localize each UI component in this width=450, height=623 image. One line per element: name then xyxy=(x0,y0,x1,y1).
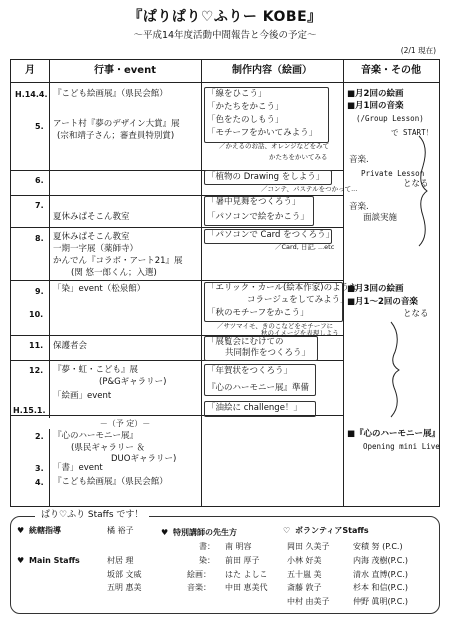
content-note: かたちをかいてみる xyxy=(269,153,328,161)
month-label: 10. xyxy=(29,310,44,319)
brace-mark xyxy=(387,322,407,417)
music-item: となる xyxy=(403,309,429,319)
content-note: ／かえるのお話、オレンジなどをみて xyxy=(219,142,330,150)
content-box xyxy=(204,170,332,185)
content-item: 「秋のモチーフをかこう」 xyxy=(207,308,309,318)
music-item: Opening mini Live xyxy=(363,442,440,451)
event-item: 保護者会 xyxy=(53,341,88,351)
volunteer-name: 五十嵐 美 xyxy=(287,570,322,579)
event-item: (関 悠一郎くん；入選) xyxy=(71,268,157,278)
content-item: 共同制作をつくろう」 xyxy=(225,348,311,358)
special-name: 前田 厚子 xyxy=(225,556,260,565)
event-item: 『心のハーモニー展』 xyxy=(53,431,139,441)
divider xyxy=(201,60,202,506)
event-item: 「絵画」event xyxy=(53,391,112,401)
special-role: 書： xyxy=(199,542,215,551)
content-box xyxy=(204,87,329,143)
date-note: (2/1 現在) xyxy=(400,46,436,55)
special-role: 染： xyxy=(199,556,215,565)
event-item: (宗和靖子さん；審査員特別賞) xyxy=(57,131,175,141)
divider xyxy=(11,82,439,83)
music-item: で START！ xyxy=(391,128,434,137)
month-label: H.15.1. xyxy=(13,406,46,415)
content-box xyxy=(204,364,316,396)
content-item: 『心のハーモニー展』準備 xyxy=(207,383,310,393)
staff-heading: ぱり♡ふり Staffs です！ xyxy=(35,510,149,521)
content-item: 「暑中見舞をつくろう」 xyxy=(207,197,301,207)
music-item: ■月1回の音楽 xyxy=(347,101,404,111)
event-item: 夏休みぱそこん教室 xyxy=(53,212,130,222)
content-item: 「色をたのしもう」 xyxy=(207,115,284,125)
special-role: 絵画： xyxy=(187,570,211,579)
month-label: 5. xyxy=(35,122,44,131)
event-item: かんでん『コラボ・アート21』展 xyxy=(53,256,183,266)
content-box xyxy=(204,196,314,226)
pc-volunteer-name: 清水 直博(P.C.) xyxy=(353,570,409,579)
month-label: 3. xyxy=(35,464,44,473)
volunteer-name: 岡田 久美子 xyxy=(287,542,330,551)
main-staff-name: 坂部 文威 xyxy=(107,570,142,579)
volunteer-name: 斎藤 敦子 xyxy=(287,583,322,592)
event-item: 『夢・虹・こども』展 xyxy=(53,365,139,375)
content-item: 「モチーフをかいてみよう」 xyxy=(207,128,318,138)
pc-volunteer-name: 安積 努 (P.C.) xyxy=(353,542,403,551)
special-role: 音楽： xyxy=(187,583,211,592)
event-item: 『こども絵画展』（県民会館） xyxy=(53,89,168,99)
content-note: ／Card, 日記, ...etc xyxy=(275,243,335,251)
content-box xyxy=(204,282,343,322)
schedule-marker: －（予 定）－ xyxy=(49,418,201,429)
special-name: 中田 恵美代 xyxy=(225,583,268,592)
staff-box xyxy=(10,510,440,614)
header-music: 音楽・その他 xyxy=(361,65,421,76)
content-item: 「パソコンで Card をつくろう」 xyxy=(207,230,335,240)
divider xyxy=(49,60,50,506)
main-staff-label: Main Staffs xyxy=(29,556,80,565)
content-item: 「植物の Drawing をしよう」 xyxy=(207,172,325,182)
main-staff-name: 五明 惠美 xyxy=(107,583,142,592)
event-item: 一期一字展（薬師寺） xyxy=(53,244,139,254)
month-label: 7. xyxy=(35,201,44,210)
content-box xyxy=(204,229,335,244)
heart-outline-icon: ♡ xyxy=(283,526,291,535)
volunteer-name: 中村 由美子 xyxy=(287,597,330,606)
pc-volunteer-name: 杉本 和信(P.C.) xyxy=(353,583,409,592)
month-label: 9. xyxy=(35,287,44,296)
divider xyxy=(11,227,343,228)
month-label: 12. xyxy=(29,366,44,375)
heart-icon: ♥ xyxy=(161,528,169,537)
music-item: (/Group Lesson) xyxy=(356,114,424,123)
month-label: 6. xyxy=(35,176,44,185)
header-month: 月 xyxy=(25,65,35,76)
event-item: (県民ギャラリー ＆ xyxy=(71,443,146,453)
heart-icon: ♥ xyxy=(17,526,25,535)
schedule-table xyxy=(10,59,440,507)
page-subtitle: ～平成14年度活動中間報告と今後の予定～ xyxy=(133,30,317,41)
event-item: (P&Gギャラリー) xyxy=(99,377,167,387)
music-item: ■月2回の絵画 xyxy=(347,89,404,99)
content-item: 「油絵に challenge！」 xyxy=(207,403,302,413)
director-name: 橘 裕子 xyxy=(107,526,134,535)
content-item: 「パソコンで絵をかこう」 xyxy=(207,212,309,222)
event-item: DUOギャラリー) xyxy=(111,454,177,464)
content-item: 「展覧会にむけての xyxy=(207,337,284,347)
special-name: 南 明容 xyxy=(225,542,252,551)
special-label: 特別講師の先生方 xyxy=(173,528,237,537)
content-item: 「線をひこう」 xyxy=(207,89,267,99)
month-label: 11. xyxy=(29,341,44,350)
content-item: 「かたちをかこう」 xyxy=(207,102,284,112)
content-item: 「エリック・カール(絵本作家)のような xyxy=(207,283,358,293)
music-item: ■『心のハーモニー展』 xyxy=(347,429,441,439)
brace-mark xyxy=(415,136,435,246)
music-item: 音楽. xyxy=(349,202,369,212)
content-note: 秋のイメージを表現しよう xyxy=(261,329,339,337)
event-item: 「染」event（松泉館） xyxy=(53,284,146,294)
month-label: 8. xyxy=(35,234,44,243)
event-item: 「書」event xyxy=(53,463,103,473)
content-note: ／コンテ、パステルをつかって... xyxy=(261,185,358,193)
pc-volunteer-name: 内海 茂樹(P.C.) xyxy=(353,556,409,565)
main-staff-name: 村居 理 xyxy=(107,556,134,565)
volunteer-name: 小林 好美 xyxy=(287,556,322,565)
content-item: 「年賀状をつくろう」 xyxy=(207,366,293,376)
volunteer-label: ボランティアStaffs xyxy=(295,526,369,535)
director-label: 統轄指導 xyxy=(29,526,61,535)
event-item: 『こども絵画展』（県民会館） xyxy=(53,477,168,487)
content-item: コラージュをしてみよう」 xyxy=(247,295,349,305)
music-item: 音楽. xyxy=(349,155,369,165)
header-event: 行事・event xyxy=(94,65,156,76)
music-item: となる xyxy=(403,179,429,189)
content-note: ／サツマイモ、きのこなどをモチーフに xyxy=(217,322,334,330)
music-item: Private Lesson xyxy=(361,169,425,178)
divider xyxy=(11,280,343,281)
page-title: 『ぱりぱり♡ふりー KOBE』 xyxy=(128,9,322,25)
music-item: ■月3回の絵画 xyxy=(347,284,404,294)
month-label: 4. xyxy=(35,478,44,487)
pc-volunteer-name: 仲野 眞明(P.C.) xyxy=(353,597,409,606)
event-item: アート村『夢のデザイン大賞』展 xyxy=(53,119,180,129)
content-box xyxy=(204,401,316,417)
header-content: 制作内容（絵画） xyxy=(232,65,312,76)
special-name: はた よしこ xyxy=(225,570,268,579)
content-box xyxy=(204,336,318,361)
event-item: 夏休みぱそこん教室 xyxy=(53,232,130,242)
music-item: ■月1～2回の音楽 xyxy=(347,297,418,307)
month-label: H.14.4. xyxy=(15,90,48,99)
heart-icon: ♥ xyxy=(17,556,25,565)
music-item: 面談実施 xyxy=(363,213,398,223)
month-label: 2. xyxy=(35,432,44,441)
